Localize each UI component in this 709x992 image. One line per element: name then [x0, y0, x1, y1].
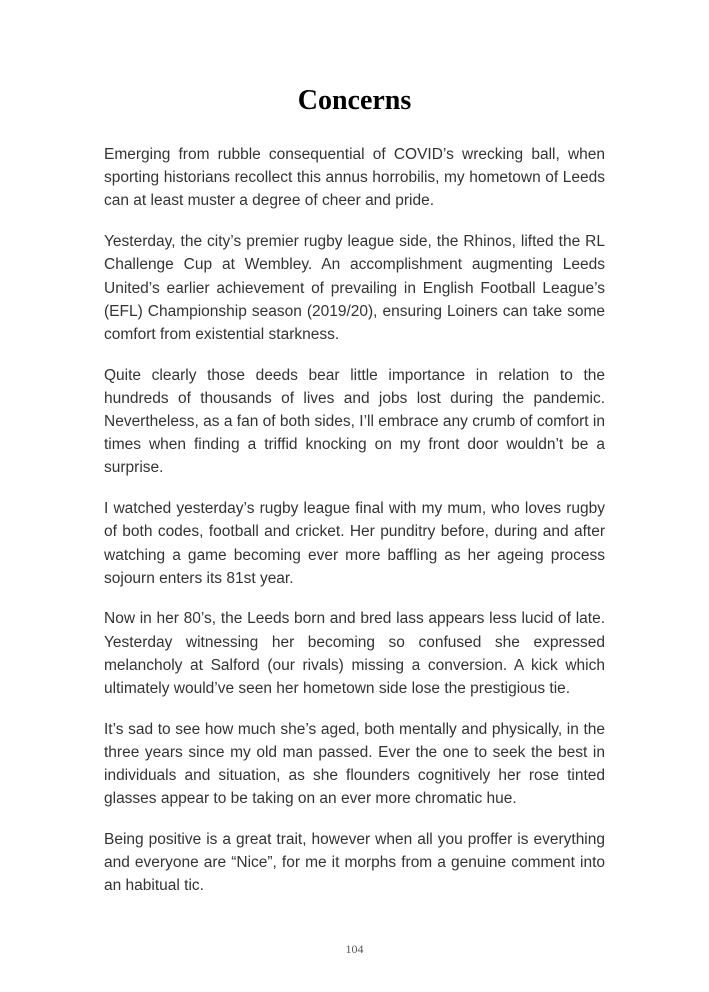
page-number: 104	[345, 942, 364, 956]
page-title: Concerns	[297, 85, 412, 116]
paragraph: Now in her 80’s, the Leeds born and bred lass appears less lucid of late. Yesterday witnessing her becoming so confused she expressed melancholy at Salford (our rivals) missing a conversion. A kick which ultimately would’ve seen her hometown side lose the prestigious tie.	[104, 610, 605, 698]
paragraph: Quite clearly those deeds bear little importance in relation to the hundreds of thousands of lives and jobs lost during the pandemic. Nevertheless, as a fan of both sides, I’ll embrace any crumb of comfort in times when finding a triffid knocking on my front door wouldn’t be a surprise.	[104, 366, 605, 477]
paragraph: It’s sad to see how much she’s aged, both mentally and physically, in the three years since my old man passed. Ever the one to seek the best in individuals and situation, as she flounders cognitively her rose tinted glasses appear to be taking on an ever more chromatic hue.	[104, 720, 605, 808]
body-text	[104, 143, 605, 915]
paragraph: Being positive is a great trait, however when all you proffer is everything and everyone are “Nice”, for me it morphs from a genuine comment into an habitual tic.	[104, 831, 605, 895]
paragraph: I watched yesterday’s rugby league final with my mum, who loves rugby of both codes, football and cricket. Her punditry before, during and after watching a game becoming ever more baffling as her ageing process sojourn enters its 81st year.	[104, 500, 605, 587]
paragraph: Emerging from rubble consequential of COVID’s wrecking ball, when sporting historians recollect this annus horrobilis, my hometown of Leeds can at least muster a degree of cheer and pride.	[104, 146, 605, 210]
paragraph: Yesterday, the city’s premier rugby league side, the Rhinos, lifted the RL Challenge Cup at Wembley. An accomplishment augmenting Leeds United’s earlier achievement of prevailing in English Football League’s (EFL) Championship season (2019/20), ensuring Loiners can take some comfort from existential starkness.	[104, 233, 605, 343]
